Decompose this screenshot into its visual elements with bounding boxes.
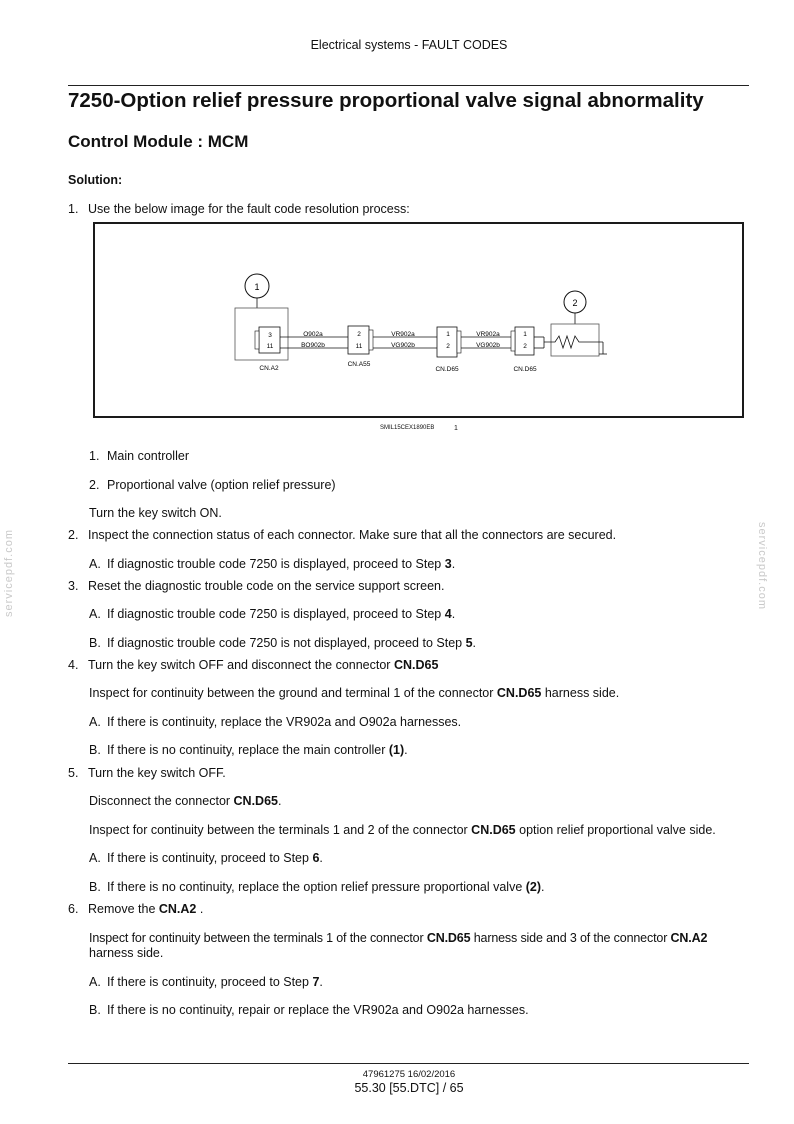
footer-page-number: 55.30 [55.DTC] / 65 [354,1081,464,1095]
legend-item-1: 1. Main controller [89,449,189,463]
wiring-diagram-figure [93,222,744,418]
callout-1-label: 1 [254,282,260,292]
step-2-option-a: A. If diagnostic trouble code 7250 is displayed, proceed to Step 3. [89,557,456,571]
wire-label-bo902b: BO902b [301,342,325,349]
step-3-option-a: A. If diagnostic trouble code 7250 is displayed, proceed to Step 4. [89,607,456,621]
wire-label-vg902b-1: VG902b [391,342,415,349]
step-5-disconnect: Disconnect the connector CN.D65. [89,794,282,808]
wiring-diagram [95,224,742,416]
footer-rule [68,1063,749,1064]
step-2: 2. Inspect the connection status of each connector. Make sure that all the connectors are secured. [68,528,617,542]
solenoid-coil-icon [534,336,607,354]
wire-label-o902a: O902a [303,331,323,338]
svg-text:2: 2 [446,343,450,350]
instruction-key-on: Turn the key switch ON. [89,506,222,520]
legend-item-2: 2. Proportional valve (option relief pressure) [89,478,336,492]
header-rule [68,85,749,86]
watermark-right: servicepdf.com [755,522,768,610]
svg-text:2: 2 [357,331,361,338]
step-3: 3. Reset the diagnostic trouble code on the service support screen. [68,579,445,593]
page-title: 7250-Option relief pressure proportional valve signal abnormality [68,89,704,112]
step-5: 5. Turn the key switch OFF. [68,766,226,780]
watermark-left: servicepdf.com [2,529,15,617]
wire-label-vg902b-2: VG902b [476,342,500,349]
step-5-option-a: A. If there is continuity, proceed to Step 6. [89,851,323,865]
connector-cn-d65-harness [435,327,461,373]
step-3-option-b: B. If diagnostic trouble code 7250 is not displayed, proceed to Step 5. [89,636,477,650]
connector-cn-a55 [348,326,373,368]
footer-doc-number: 47961275 16/02/2016 [362,1069,456,1080]
step-5-inspect: Inspect for continuity between the terminals 1 and 2 of the connector CN.D65 option relief proportional valve side. [89,823,716,837]
svg-text:1: 1 [523,331,527,338]
wire-label-vr902a-2: VR902a [476,331,500,338]
connector-label-cn-a55: CN.A55 [347,361,371,368]
svg-text:3: 3 [268,332,272,339]
svg-text:2: 2 [523,343,527,350]
step-6: 6. Remove the CN.A2 . [68,902,204,916]
connector-cn-d65-valve [511,327,537,373]
figure-caption-number: 1 [454,425,458,432]
step-1: 1. Use the below image for the fault code resolution process: [68,202,410,216]
running-header: Electrical systems - FAULT CODES [310,38,508,52]
step-4: 4. Turn the key switch OFF and disconnect the connector CN.D65 [68,658,439,672]
step-4-inspect: Inspect for continuity between the ground and terminal 1 of the connector CN.D65 harness side. [89,686,620,700]
step-6-option-a: A. If there is continuity, proceed to Step 7. [89,975,323,989]
connector-label-cn-d65-harness: CN.D65 [435,366,459,373]
step-4-option-b: B. If there is no continuity, replace the main controller (1). [89,743,408,757]
svg-text:11: 11 [266,343,274,350]
step-4-option-a: A. If there is continuity, replace the VR902a and O902a harnesses. [89,715,462,729]
connector-cn-a2 [255,327,280,372]
figure-caption-code: SMIL15CEX1890EB [380,425,435,431]
step-6-inspect-cont: harness side. [89,946,164,960]
connector-label-cn-d65-valve: CN.D65 [513,366,537,373]
solution-label: Solution: [68,173,123,187]
callout-2-label: 2 [572,298,578,308]
step-5-option-b: B. If there is no continuity, replace the option relief pressure proportional valve (2). [89,880,545,894]
svg-text:1: 1 [446,331,450,338]
control-module-heading: Control Module : MCM [68,132,249,151]
proportional-valve-box [551,324,599,356]
connector-label-cn-a2: CN.A2 [259,365,279,372]
wire-label-vr902a-1: VR902a [391,331,415,338]
step-6-option-b: B. If there is no continuity, repair or replace the VR902a and O902a harnesses. [89,1003,529,1017]
step-6-inspect: Inspect for continuity between the terminals 1 of the connector CN.D65 harness side and 3 of the connector CN.A2 [89,931,708,945]
svg-text:11: 11 [355,343,363,350]
